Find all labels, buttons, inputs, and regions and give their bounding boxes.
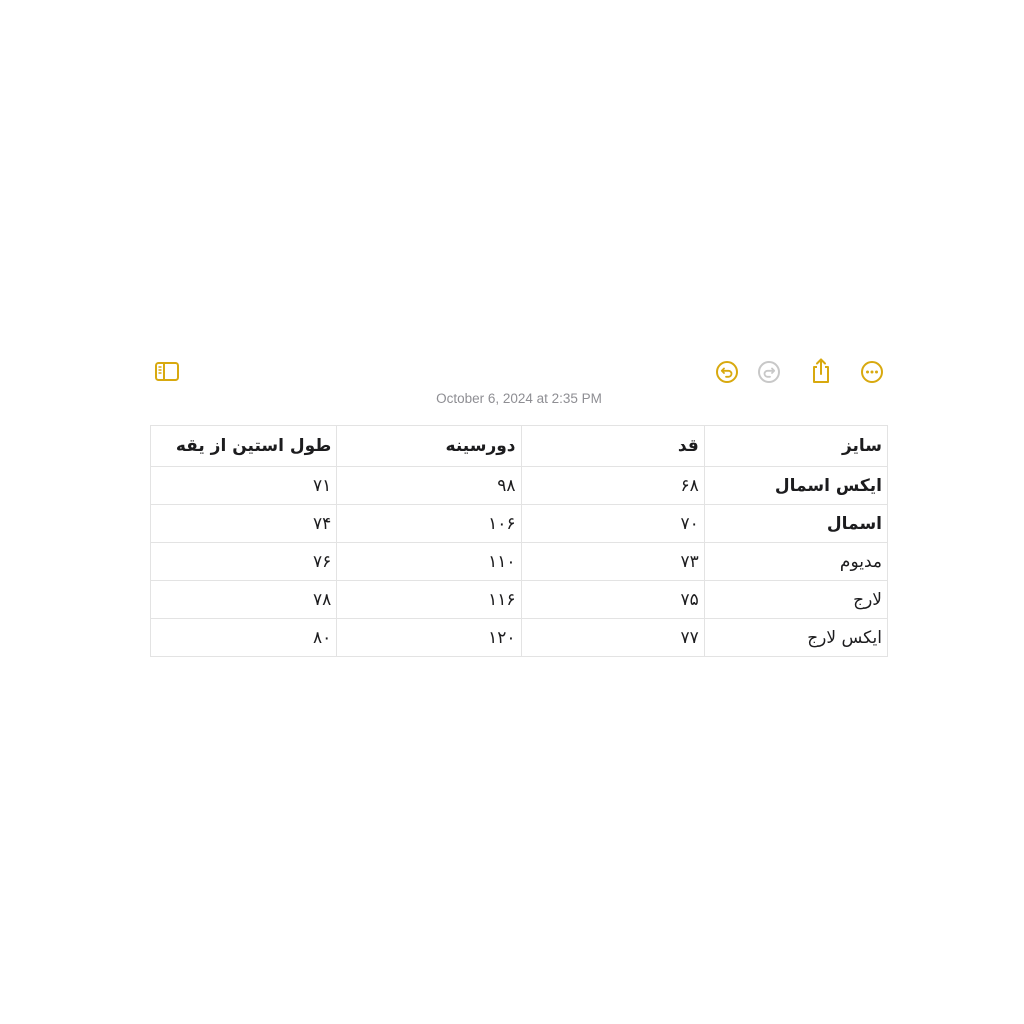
table-cell-sleeve[interactable]: ۷۱	[151, 467, 337, 505]
table-row	[151, 505, 888, 543]
header-cell-chest[interactable]: دورسینه	[337, 426, 521, 467]
table-row	[151, 619, 888, 657]
table-cell-size[interactable]: مدیوم	[704, 543, 887, 581]
table-cell-chest[interactable]: ۱۰۶	[337, 505, 521, 543]
table-cell-size[interactable]: ایکس اسمال	[704, 467, 887, 505]
table-cell-sleeve[interactable]: ۷۸	[151, 581, 337, 619]
table-cell-size[interactable]: ایکس لارج	[704, 619, 887, 657]
table-cell-sleeve[interactable]: ۸۰	[151, 619, 337, 657]
header-cell-height[interactable]: قد	[521, 426, 704, 467]
redo-icon	[757, 360, 781, 384]
table-cell-sleeve[interactable]: ۷۶	[151, 543, 337, 581]
more-options-button[interactable]	[857, 357, 887, 387]
table-cell-height[interactable]: ۷۰	[521, 505, 704, 543]
size-chart-table[interactable]	[150, 425, 888, 657]
table-cell-height[interactable]: ۶۸	[521, 467, 704, 505]
header-cell-size[interactable]: سایز	[704, 426, 887, 467]
table-header-row	[151, 426, 888, 467]
table-cell-chest[interactable]: ۱۱۰	[337, 543, 521, 581]
table-cell-height[interactable]: ۷۵	[521, 581, 704, 619]
table-cell-chest[interactable]: ۱۱۶	[337, 581, 521, 619]
header-cell-sleeve[interactable]: طول استین از یقه	[151, 426, 337, 467]
redo-button[interactable]	[754, 357, 784, 387]
note-timestamp: October 6, 2024 at 2:35 PM	[436, 391, 602, 406]
share-icon	[810, 357, 832, 385]
table-cell-sleeve[interactable]: ۷۴	[151, 505, 337, 543]
sidebar-toggle-button[interactable]	[152, 357, 182, 387]
table-cell-height[interactable]: ۷۷	[521, 619, 704, 657]
table-row	[151, 467, 888, 505]
table-cell-chest[interactable]: ۹۸	[337, 467, 521, 505]
share-button[interactable]	[806, 356, 836, 386]
table-cell-chest[interactable]: ۱۲۰	[337, 619, 521, 657]
undo-button[interactable]	[712, 357, 742, 387]
table-row	[151, 543, 888, 581]
more-icon	[860, 360, 884, 384]
table-cell-size[interactable]: لارج	[704, 581, 887, 619]
sidebar-toggle-icon	[154, 361, 180, 383]
table-cell-height[interactable]: ۷۳	[521, 543, 704, 581]
undo-icon	[715, 360, 739, 384]
table-cell-size[interactable]: اسمال	[704, 505, 887, 543]
table-row	[151, 581, 888, 619]
